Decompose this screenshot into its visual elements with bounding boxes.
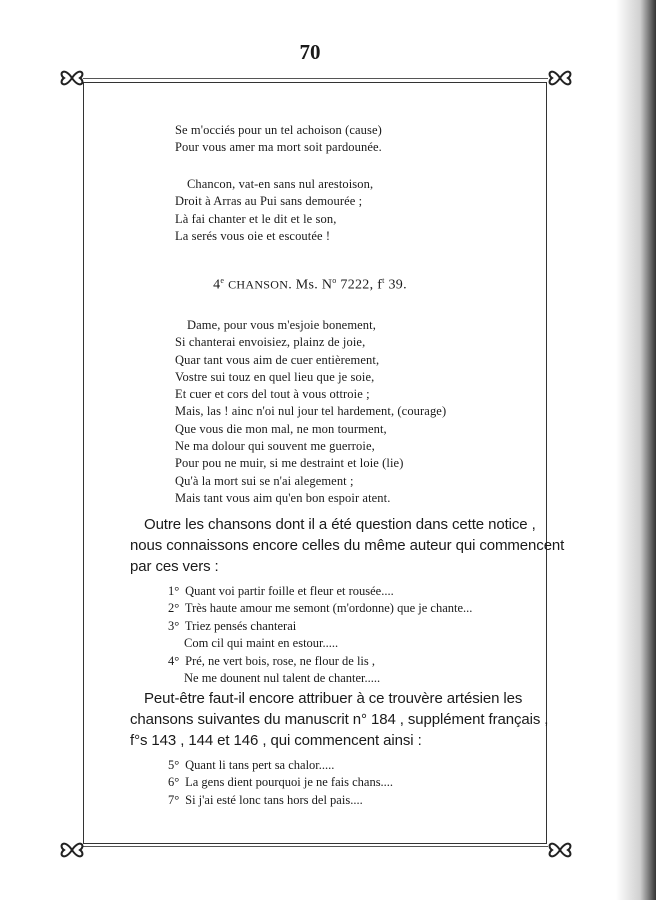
verse-line: Mais, las ! ainc n'oi nul jour tel hardement, (courage) [175,404,447,419]
paragraph-line: chansons suivantes du manuscrit n° 184 , supplément français , [130,711,549,728]
list-item-text: Quant voi partir foille et fleur et rousée.... [185,584,394,598]
list-item [168,792,393,809]
heading-folio-sup: t [382,276,385,285]
list-item [168,774,393,791]
list-item-number: 5° [168,758,180,772]
verse-line: Là fai chanter et le dit et le son, [175,211,337,226]
list-item [168,583,472,600]
list-item-text: La gens dient pourquoi je ne fais chans.... [185,775,394,790]
verse-block-1 [175,122,382,157]
incipit-list-1 [168,583,472,687]
list-item-number: 7° [168,792,180,807]
list-item [168,600,472,617]
heading-no-sup: o [332,276,337,285]
paragraph-2 [130,688,548,751]
list-item-text: Quant li tans pert sa chalor..... [185,758,335,772]
list-item-continuation: Ne me dounent nul talent de chanter..... [184,671,381,686]
list-item-continuation: Com cil qui maint en estour..... [184,636,339,651]
heading-folio: 39. [384,277,407,293]
verse-line: Chancon, vat-en sans nul arestoison, [187,177,374,191]
list-item [168,757,393,774]
heading-number: 7222, f [336,277,383,293]
verse-line: Si chanterai envoisiez, plainz de joie, [175,335,366,350]
verse-line: Vostre sui touz en quel lieu que je soie, [175,369,375,384]
paragraph-line: f°s 143 , 144 et 146 , qui commencent ainsi : [130,732,422,749]
page-number: 70 [299,40,321,64]
verse-line: Ne ma dolour qui souvent me guerroie, [175,439,375,454]
verse-line: La serés vous oie et escoutée ! [175,228,331,243]
verse-block-3 [175,317,446,507]
list-item-text: Pré, ne vert bois, rose, ne flour de lis , [185,653,376,668]
verse-line: Mais tant vous aim qu'en bon espoir atent. [175,490,391,505]
heading-ordinal-sup: e [220,276,225,285]
verse-block-2 [175,176,373,245]
list-item-text: Triez pensés chanterai [184,618,297,633]
list-item-text: Très haute amour me semont (m'ordonne) que je chante... [184,601,473,616]
paragraph-1 [130,514,564,577]
list-item-number: 1° [168,584,180,598]
verse-line: Pour pou ne muir, si me destraint et loie (lie) [175,456,404,471]
verse-line: Droit à Arras au Pui sans demourée ; [175,194,363,209]
incipit-list-2 [168,757,393,809]
heading-label: CHANSON [228,277,289,292]
verse-line: Se m'occiés pour un tel achoison (cause) [175,123,382,137]
chanson-heading [0,276,620,294]
heading-ordinal: 4 [213,277,221,293]
paragraph-line: par ces vers : [130,558,219,575]
paragraph-line: nous connaissons encore celles du même auteur qui commencent [130,537,565,554]
verse-line: Qu'à la mort sui se n'ai alegement ; [175,473,354,488]
paragraph-line: Outre les chansons dont il a été question dans cette notice , [144,516,536,533]
verse-line: Dame, pour vous m'esjoie bonement, [187,318,376,332]
verse-line: Et cuer et cors del tout à vous ottroie ; [175,387,370,402]
verse-line: Quar tant vous aim de cuer entièrement, [175,352,380,367]
list-item-number: 2° [168,601,180,616]
heading-ms: . Ms. N [288,277,333,293]
list-item-number: 4° [168,653,180,668]
verse-line: Pour vous amer ma mort soit pardounée. [175,140,382,155]
verse-line: Que vous die mon mal, ne mon tourment, [175,421,387,436]
list-item-number: 6° [168,775,180,790]
list-item [168,618,472,635]
paragraph-line: Peut-être faut-il encore attribuer à ce trouvère artésien les [144,690,523,707]
list-item-number: 3° [168,618,180,633]
list-item-text: Si j'ai esté lonc tans hors del pais.... [185,792,363,807]
list-item [168,653,472,670]
